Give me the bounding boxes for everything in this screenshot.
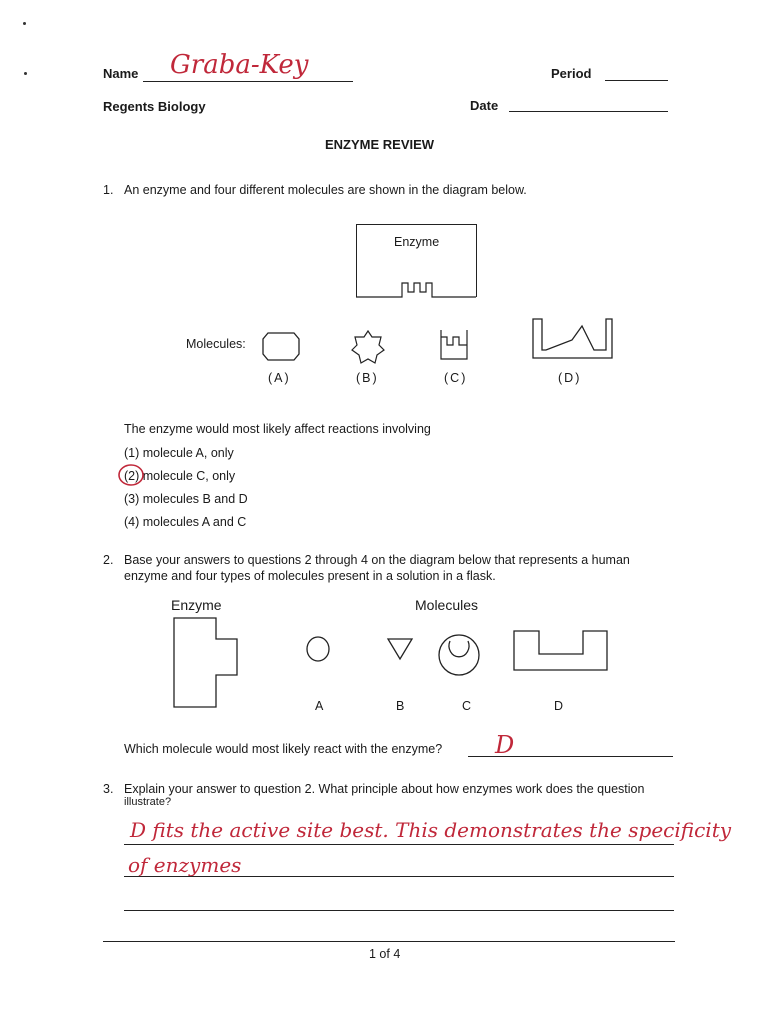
enzyme-q2-shape [173,617,243,709]
footer-rule [103,941,675,942]
name-value: Graba-Key [170,50,309,80]
q1-text: An enzyme and four different molecules are shown in the diagram below. [124,183,527,197]
molecule-d-shape [532,318,614,362]
q2-answer: D [495,731,515,759]
date-label: Date [470,98,499,113]
q1-option-4: (4) molecules A and C [124,515,247,529]
q3-answer-line1: D fits the active site best. This demonstrates the specificity [130,818,732,842]
q3-text-line2: illustrate? [124,796,172,808]
molecule-q2-b-label: B [396,699,405,713]
q2-text-line2: enzyme and four types of molecules present in a solution in a flask. [124,569,496,583]
molecule-q2-a-shape [306,636,332,664]
molecule-q2-b-shape [387,638,415,662]
scan-mark [23,22,26,25]
molecule-c-label: (C) [444,371,468,385]
molecule-b-label: (B) [356,371,379,385]
q2-number: 2. [103,553,114,567]
answer-rule-3 [124,910,674,911]
q3-answer-line2: of enzymes [128,853,242,877]
q1-option-3: (3) molecules B and D [124,492,248,506]
q3-number: 3. [103,782,114,796]
molecule-q2-d-shape [513,630,609,674]
name-line [143,81,353,82]
molecule-c-shape [440,329,470,363]
scan-mark [24,72,27,75]
enzyme-label-q1: Enzyme [394,235,440,249]
enzyme-q1-active-site [356,280,476,300]
q1-prompt: The enzyme would most likely affect reactions involving [124,422,431,436]
period-line [605,80,668,81]
name-label: Name [103,66,139,81]
enzyme-label-q2: Enzyme [171,597,222,613]
molecule-b-shape [351,330,385,364]
answer-circle-mark [117,464,147,488]
date-line [509,111,668,112]
q1-option-1: (1) molecule A, only [124,446,234,460]
q3-text-line1: Explain your answer to question 2. What principle about how enzymes work does the question [124,782,645,796]
q2-text-line1: Base your answers to questions 2 through 4 on the diagram below that represents a human [124,553,630,567]
molecule-q2-a-label: A [315,699,324,713]
molecule-q2-c-shape [438,632,482,680]
answer-rule-1 [124,844,674,845]
molecule-d-label: (D) [558,371,582,385]
molecule-a-shape [262,332,302,362]
molecules-label-q1: Molecules: [186,337,246,351]
molecule-a-label: (A) [268,371,291,385]
course-name: Regents Biology [103,99,206,114]
molecules-label-q2: Molecules [415,597,479,613]
answer-rule-2 [124,876,674,877]
molecule-q2-c-label: C [462,699,472,713]
period-label: Period [551,66,592,81]
q1-number: 1. [103,183,114,197]
page-number: 1 of 4 [369,947,401,961]
page-title: ENZYME REVIEW [325,137,435,152]
q1-option-2: (2) molecule C, only [124,469,236,483]
q2-question: Which molecule would most likely react with the enzyme? [124,742,443,756]
molecule-q2-d-label: D [554,699,564,713]
